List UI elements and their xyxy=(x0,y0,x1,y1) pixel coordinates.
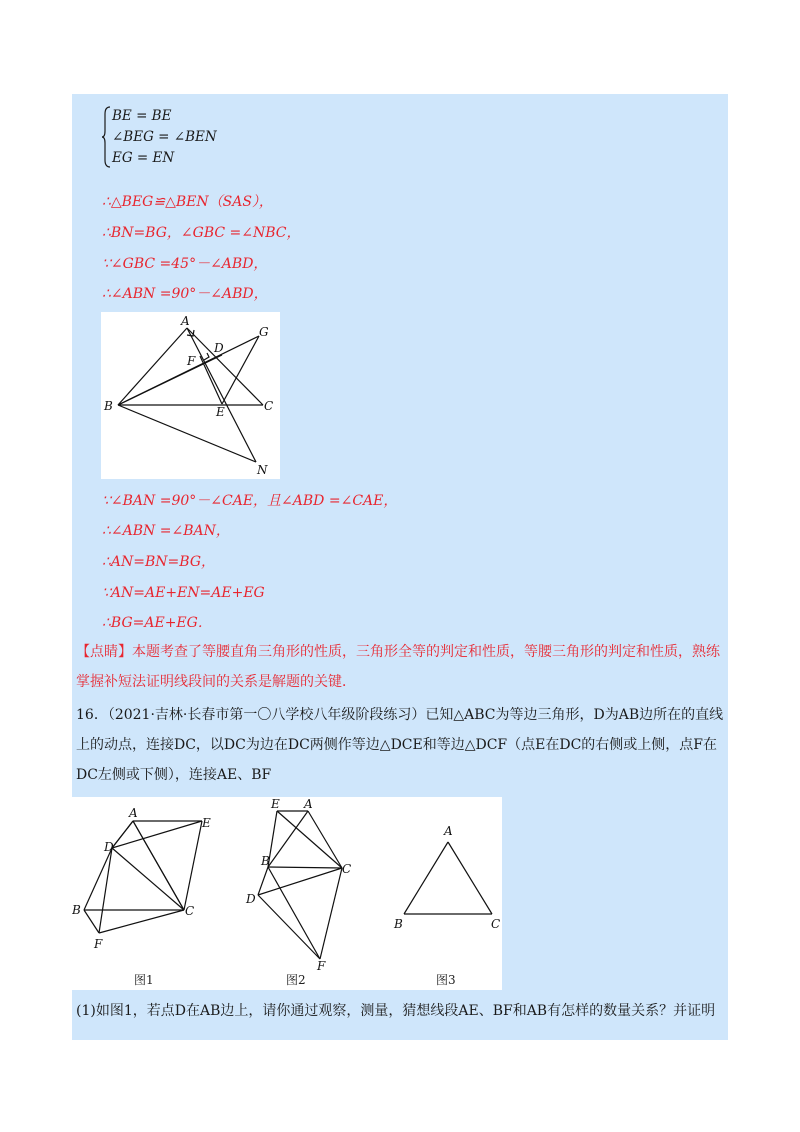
point-label-d: D xyxy=(214,341,224,355)
equation-system xyxy=(102,104,242,170)
fig2-label-e: E xyxy=(271,797,280,811)
fig2-label-f: F xyxy=(317,959,326,973)
proof-step: ∵∠BAN =90°－∠CAE，且∠ABD =∠CAE， xyxy=(102,493,398,509)
right-angle-mark-f xyxy=(204,353,209,360)
figure-3 xyxy=(393,824,500,931)
point-label-n: N xyxy=(257,463,268,477)
figure-caption-2: 图2 xyxy=(286,973,306,987)
point-label-a: A xyxy=(181,314,190,328)
fig1-label-f: F xyxy=(94,937,103,951)
figure-caption-3: 图3 xyxy=(436,973,456,987)
proof-step: ∴△BEG≌△BEN（SAS）， xyxy=(102,194,273,210)
geometry-figure-main xyxy=(101,312,280,479)
fig3-label-a: A xyxy=(444,824,453,838)
proof-step: ∵∠GBC =45°－∠ABD， xyxy=(102,256,268,272)
comment-tag: 【点睛】 xyxy=(76,644,132,660)
figure-group xyxy=(72,797,502,990)
fig2-label-b: B xyxy=(261,854,270,868)
proof-step: ∴∠ABN =90°－∠ABD， xyxy=(102,286,268,302)
figures-diagram xyxy=(72,797,502,990)
proof-step: ∴AN=BN=BG， xyxy=(102,554,215,570)
segment-ab xyxy=(118,328,187,405)
figure-caption-1: 图1 xyxy=(134,973,154,987)
segment-bn xyxy=(118,405,256,462)
fig2-label-d: D xyxy=(246,892,256,906)
point-label-e: E xyxy=(216,405,225,419)
proof-step: ∴BN=BG，∠GBC =∠NBC， xyxy=(102,225,301,241)
fig2-label-c: C xyxy=(342,862,352,876)
equation-row-1: BE = BE xyxy=(112,108,172,124)
segment-eg xyxy=(222,336,259,404)
fig1-label-d: D xyxy=(104,840,114,854)
figure-1 xyxy=(72,806,211,951)
segment-fe xyxy=(200,356,222,404)
fig1-label-e: E xyxy=(202,816,211,830)
point-label-c: C xyxy=(264,399,274,413)
equation-row-2: ∠BEG = ∠BEN xyxy=(112,129,217,145)
geometry-diagram xyxy=(101,312,280,479)
segment-bd xyxy=(118,355,222,405)
problem-16-statement: 16．（2021·吉林·长春市第一〇八学校八年级阶段练习）已知△ABC为等边三角形，D为AB边所在的直线上的动点，连接DC，以DC为边在DC两侧作等边△DCE和等边△DCF（点E在DC的右侧或上侧，点F在DC左侧或下侧），连接AE、BF xyxy=(76,707,724,783)
proof-step: ∵AN=AE+EN=AE+EG xyxy=(102,585,265,601)
fig3-label-b: B xyxy=(394,917,403,931)
proof-step: ∴BG=AE+EG． xyxy=(102,615,212,631)
fig1-label-c: C xyxy=(185,904,195,918)
point-label-b: B xyxy=(104,399,113,413)
fig1-label-b: B xyxy=(72,903,81,917)
fig1-label-a: A xyxy=(129,806,138,820)
point-label-f: F xyxy=(187,354,196,368)
problem-16-part-1: (1)如图1，若点D在AB边上，请你通过观察，测量，猜想线段AE、BF和AB有怎样的数量关系？并证明 xyxy=(76,1003,716,1019)
point-label-g: G xyxy=(259,325,269,339)
comment-paragraph xyxy=(76,637,724,697)
comment-text: 本题考查了等腰直角三角形的性质，三角形全等的判定和性质，等腰三角形的判定和性质，熟练掌握补短法证明线段间的关系是解题的关键． xyxy=(76,644,720,690)
fig3-label-c: C xyxy=(491,917,501,931)
figure-2 xyxy=(245,797,351,973)
equation-row-3: EG = EN xyxy=(112,150,175,166)
proof-step: ∴∠ABN =∠BAN， xyxy=(102,523,230,539)
fig2-label-a: A xyxy=(304,797,313,811)
left-brace-icon xyxy=(102,104,112,170)
